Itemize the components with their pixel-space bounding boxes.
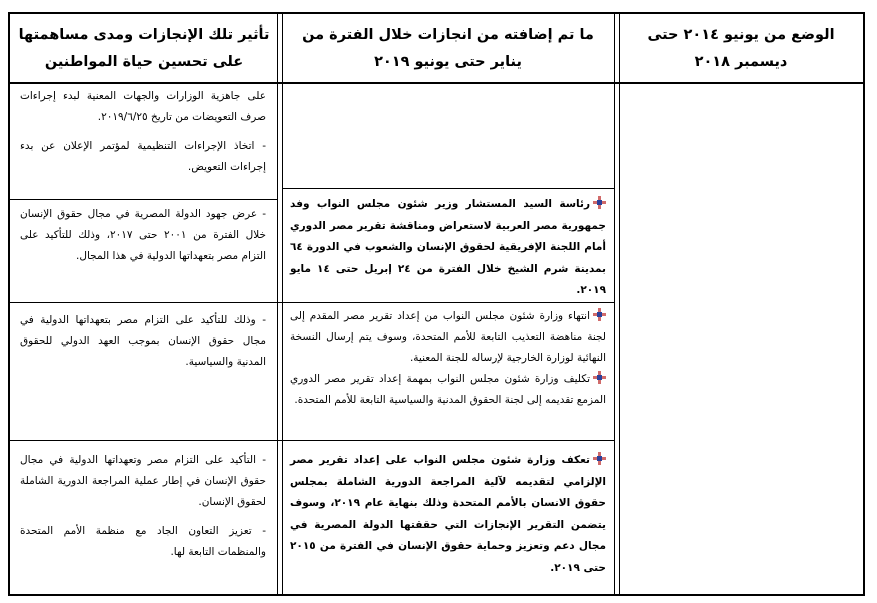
- column-divider: [282, 14, 283, 594]
- impact-cell-row3: [20, 310, 266, 373]
- achievement-cell-row3: [290, 306, 606, 411]
- achievement-text: انتهاء وزارة شئون مجلس النواب من إعداد تقرير مصر المقدم إلى لجنة مناهضة التعذيب التابعة للأمم المتحدة، وسوف يتم إرسال النسخة النهائية لوزارة الخارجية لإرساله للجنة المعنية.: [290, 310, 606, 364]
- plus-bullet-icon: [593, 308, 606, 321]
- plus-bullet-icon: [593, 452, 606, 465]
- header-achievements: ما تم إضافته من انجازات خلال الفترة من يناير حتى يونيو ٢٠١٩: [302, 27, 594, 70]
- achievement-cell-row2: [290, 194, 606, 302]
- row-divider: [10, 440, 614, 441]
- header-status-period: الوضع من يونيو ٢٠١٤ حتى ديسمبر ٢٠١٨: [647, 27, 835, 70]
- row-divider: [10, 302, 614, 303]
- impact-cell-row1: [20, 86, 266, 178]
- column-divider: [277, 14, 278, 594]
- column-divider: [614, 14, 615, 594]
- plus-bullet-icon: [593, 371, 606, 384]
- header-divider: [10, 82, 863, 84]
- impact-text: - وذلك للتأكيد على التزام مصر بتعهداتها الدولية في مجال حقوق الإنسان بموجب العهد الدولي للحقوق المدنية والسياسية.: [20, 314, 266, 368]
- impact-cell-row2: [20, 204, 266, 267]
- impact-text: - اتخاذ الإجراءات التنظيمية لمؤتمر الإعلان عن بدء إجراءات التعويض.: [20, 140, 266, 173]
- column-divider: [619, 14, 620, 594]
- achievement-text: تكليف وزارة شئون مجلس النواب بمهمة إعداد تقرير مصر الدوري المزمع تقديمه إلى لجنة الحقوق المدنية والسياسية التابعة للأمم المتحدة.: [290, 373, 606, 406]
- row-divider: [282, 188, 614, 189]
- achievements-table: [8, 12, 865, 596]
- header-impact: تأثير تلك الإنجازات ومدى مساهمتها على تحسين حياة المواطنين: [18, 27, 270, 70]
- impact-text: - التأكيد على التزام مصر وتعهداتها الدولية في مجال حقوق الإنسان في إطار عملية المراجعة الدورية الشاملة لحقوق الإنسان.: [20, 454, 266, 508]
- impact-text: على جاهزية الوزارات والجهات المعنية لبدء إجراءات صرف التعويضات من تاريخ ٢٠١٩/٦/٢٥.: [20, 90, 266, 123]
- impact-text: - عرض جهود الدولة المصرية في مجال حقوق الإنسان خلال الفترة من ٢٠٠١ حتى ٢٠١٧، وذلك للتأكيد على التزام مصر بتعهداتها الدولية في هذا المجال.: [20, 208, 266, 262]
- impact-text: - تعزيز التعاون الجاد مع منظمة الأمم المتحدة والمنظمات التابعة لها.: [20, 525, 266, 558]
- achievement-text: تعكف وزارة شئون مجلس النواب على إعداد تقرير مصر الإلزامي لتقديمه لآلية المراجعة الدورية الشاملة بمجلس حقوق الانسان بالأمم المتحدة وذلك بنهاية عام ٢٠١٩، وسوف يتضمن التقرير الإنجازات التي حققتها الدولة المصرية في مجال دعم وتعزيز وحماية حقوق الإنسان في الفترة من ٢٠١٥ حتى ٢٠١٩.: [290, 454, 606, 574]
- plus-bullet-icon: [593, 196, 606, 209]
- row-divider: [10, 199, 277, 200]
- impact-cell-row4: [20, 450, 266, 563]
- achievement-cell-row4: [290, 450, 606, 579]
- achievement-text: رئاسة السيد المستشار وزير شئون مجلس النواب وفد جمهورية مصر العربية لاستعراض ومناقشة تقرير مصر الدوري أمام اللجنة الإفريقية لحقوق الإنسان والشعوب في الدورة ٦٤ بمدينة شرم الشيخ خلال الفترة من ٢٤ إبريل حتى ١٤ مايو ٢٠١٩.: [290, 198, 606, 296]
